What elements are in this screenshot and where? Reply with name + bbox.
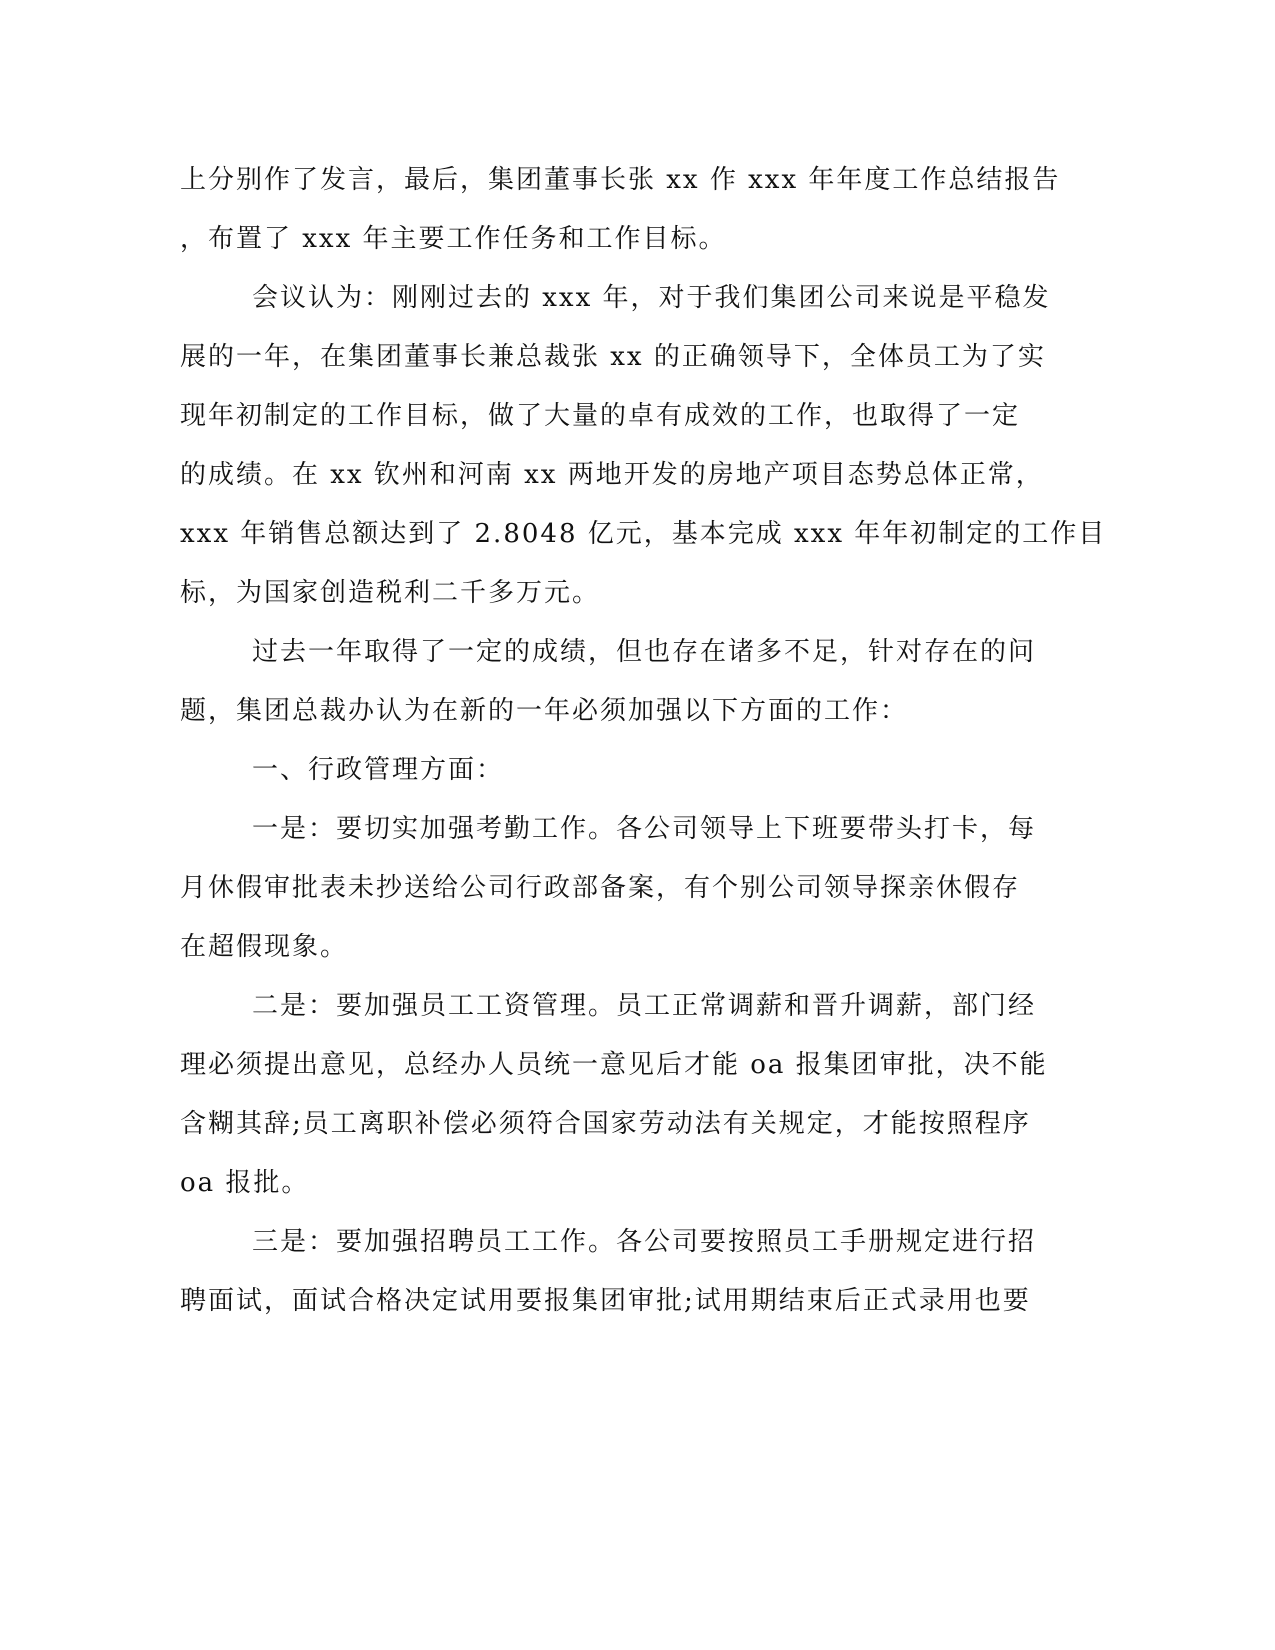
text-line-4: 展的一年，在集团董事长兼总裁张 xx 的正确领导下，全体员工为了实 — [180, 342, 1046, 372]
text-line-12: 一是：要切实加强考勤工作。各公司领导上下班要带头打卡，每 — [252, 814, 1037, 844]
text-line-19: 三是：要加强招聘员工工作。各公司要按照员工手册规定进行招 — [252, 1227, 1037, 1257]
text-line-7: xxx 年销售总额达到了 2.8048 亿元，基本完成 xxx 年年初制定的工作目 — [180, 519, 1107, 549]
text-line-9: 过去一年取得了一定的成绩，但也存在诸多不足，针对存在的问 — [252, 637, 1037, 667]
text-line-6: 的成绩。在 xx 钦州和河南 xx 两地开发的房地产项目态势总体正常， — [180, 460, 1044, 490]
text-line-17: 含糊其辞;员工离职补偿必须符合国家劳动法有关规定，才能按照程序 — [180, 1109, 1031, 1139]
text-line-1: 上分别作了发言，最后，集团董事长张 xx 作 xxx 年年度工作总结报告 — [180, 165, 1061, 195]
text-line-8: 标，为国家创造税利二千多万元。 — [180, 578, 601, 608]
text-line-11: 一、行政管理方面： — [252, 755, 505, 785]
text-line-14: 在超假现象。 — [180, 932, 349, 962]
text-line-18: oa 报批。 — [180, 1168, 310, 1198]
text-line-13: 月休假审批表未抄送给公司行政部备案，有个别公司领导探亲休假存 — [180, 873, 1021, 903]
text-line-5: 现年初制定的工作目标，做了大量的卓有成效的工作，也取得了一定 — [180, 401, 1021, 431]
text-line-3: 会议认为：刚刚过去的 xxx 年，对于我们集团公司来说是平稳发 — [252, 283, 1051, 313]
text-line-2: ，布置了 xxx 年主要工作任务和工作目标。 — [180, 224, 727, 254]
text-line-16: 理必须提出意见，总经办人员统一意见后才能 oa 报集团审批，决不能 — [180, 1050, 1048, 1080]
text-line-15: 二是：要加强员工工资管理。员工正常调薪和晋升调薪，部门经 — [252, 991, 1037, 1021]
text-line-10: 题，集团总裁办认为在新的一年必须加强以下方面的工作： — [180, 696, 909, 726]
text-line-20: 聘面试，面试合格决定试用要报集团审批;试用期结束后正式录用也要 — [180, 1286, 1031, 1316]
